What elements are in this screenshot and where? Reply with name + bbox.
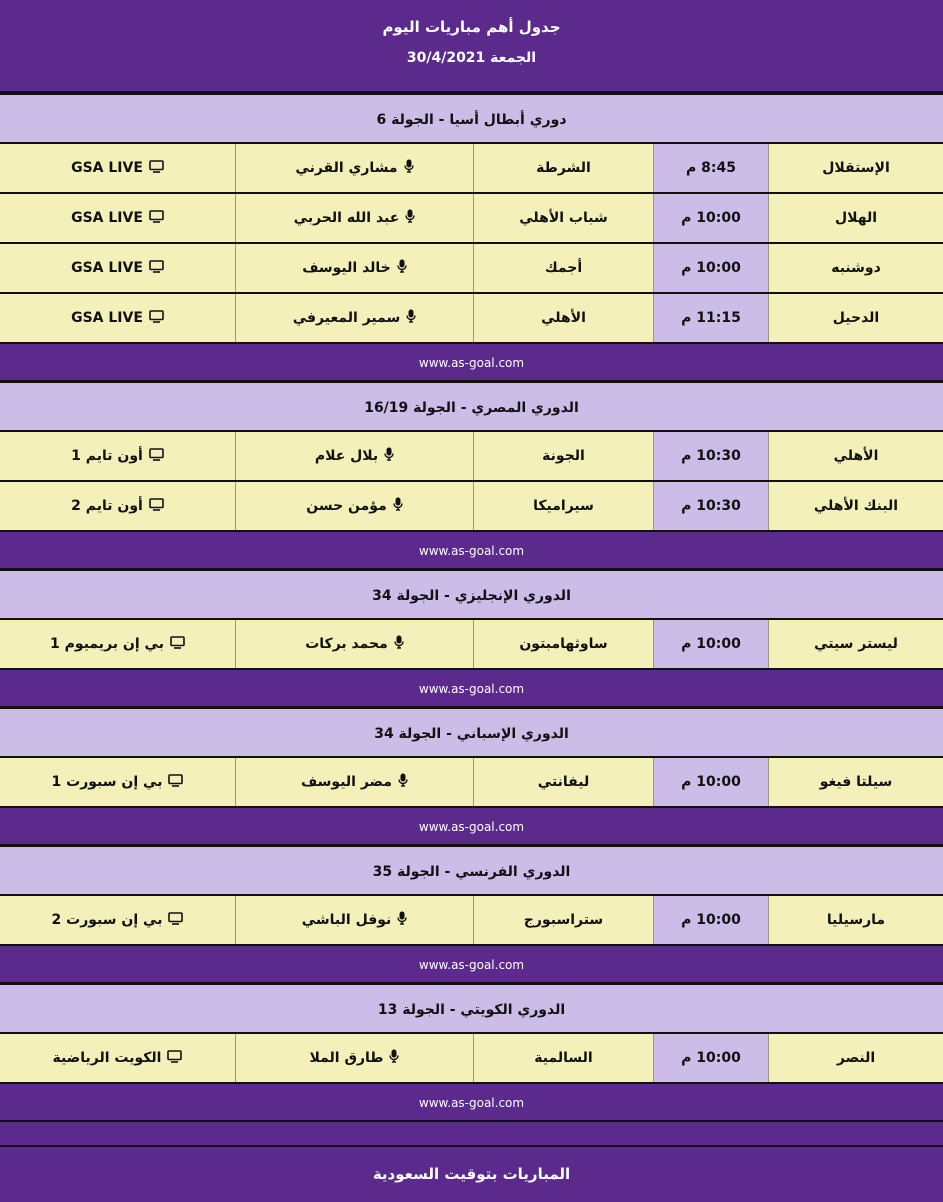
commentator-name: خالد اليوسف <box>302 260 391 276</box>
commentator-name: عبد الله الحربي <box>293 210 400 226</box>
channel-name: أون تايم 2 <box>71 498 143 514</box>
away-team: ليفانتي <box>473 758 653 806</box>
commentator-cell <box>235 244 473 292</box>
home-team: ليستر سيتي <box>768 620 943 668</box>
match-row <box>0 194 943 244</box>
away-team: السالمية <box>473 1034 653 1082</box>
match-row <box>0 482 943 532</box>
leagues-container <box>0 94 943 1122</box>
tv-icon <box>167 1050 182 1067</box>
channel-cell <box>0 1034 235 1082</box>
commentator-name: سمير المعيرفي <box>292 310 401 326</box>
home-team: مارسيليا <box>768 896 943 944</box>
match-row <box>0 432 943 482</box>
site-url[interactable]: www.as-goal.com <box>0 344 943 382</box>
commentator-name: طارق الملا <box>309 1050 384 1066</box>
match-row <box>0 294 943 344</box>
home-team: الأهلي <box>768 432 943 480</box>
match-time: 10:30 م <box>653 482 768 530</box>
home-team: الدحيل <box>768 294 943 342</box>
site-url[interactable]: www.as-goal.com <box>0 670 943 708</box>
tv-icon <box>149 260 164 277</box>
away-team: الجونة <box>473 432 653 480</box>
league-title: الدوري الإسباني - الجولة 34 <box>0 708 943 758</box>
match-time: 10:00 م <box>653 194 768 242</box>
commentator-name: مضر اليوسف <box>300 774 393 790</box>
microphone-icon <box>397 911 407 929</box>
commentator-name: نوفل الباشي <box>301 912 392 928</box>
microphone-icon <box>404 159 414 177</box>
away-team: الأهلي <box>473 294 653 342</box>
commentator-name: مشاري القرني <box>295 160 398 176</box>
channel-name: GSA LIVE <box>71 260 143 276</box>
channel-name: GSA LIVE <box>71 210 143 226</box>
home-team: الهلال <box>768 194 943 242</box>
site-url[interactable]: www.as-goal.com <box>0 946 943 984</box>
tv-icon <box>149 498 164 515</box>
match-row <box>0 896 943 946</box>
league-title: الدوري الكويتي - الجولة 13 <box>0 984 943 1034</box>
league-title: الدوري الفرنسي - الجولة 35 <box>0 846 943 896</box>
commentator-cell <box>235 482 473 530</box>
microphone-icon <box>394 635 404 653</box>
match-time: 10:00 م <box>653 758 768 806</box>
microphone-icon <box>398 773 408 791</box>
microphone-icon <box>397 259 407 277</box>
away-team: ساوثهامبتون <box>473 620 653 668</box>
away-team: شباب الأهلي <box>473 194 653 242</box>
site-url[interactable]: www.as-goal.com <box>0 1084 943 1122</box>
commentator-name: بلال علام <box>314 448 379 464</box>
channel-cell <box>0 482 235 530</box>
home-team: النصر <box>768 1034 943 1082</box>
league-title: الدوري المصري - الجولة 16/19 <box>0 382 943 432</box>
footer-note: المباريات بتوقيت السعودية <box>0 1145 943 1200</box>
page-date: الجمعة 30/4/2021 <box>406 50 537 66</box>
commentator-cell <box>235 758 473 806</box>
channel-name: GSA LIVE <box>71 310 143 326</box>
channel-name: بي إن سبورت 1 <box>51 774 163 790</box>
home-team: البنك الأهلي <box>768 482 943 530</box>
match-time: 8:45 م <box>653 144 768 192</box>
home-team: سيلتا فيغو <box>768 758 943 806</box>
channel-cell <box>0 194 235 242</box>
commentator-cell <box>235 194 473 242</box>
page-header <box>0 0 943 94</box>
tv-icon <box>149 160 164 177</box>
site-url[interactable]: www.as-goal.com <box>0 532 943 570</box>
away-team: الشرطة <box>473 144 653 192</box>
away-team: أجمك <box>473 244 653 292</box>
microphone-icon <box>384 447 394 465</box>
channel-cell <box>0 758 235 806</box>
commentator-name: مؤمن حسن <box>306 498 387 514</box>
page-title: جدول أهم مباريات اليوم <box>382 18 561 36</box>
home-team: الإستقلال <box>768 144 943 192</box>
match-time: 10:00 م <box>653 244 768 292</box>
microphone-icon <box>389 1049 399 1067</box>
away-team: سيراميكا <box>473 482 653 530</box>
site-url[interactable]: www.as-goal.com <box>0 808 943 846</box>
match-row <box>0 1034 943 1084</box>
channel-name: الكويت الرياضية <box>52 1050 162 1066</box>
match-row <box>0 758 943 808</box>
channel-name: GSA LIVE <box>71 160 143 176</box>
commentator-cell <box>235 294 473 342</box>
league-title: الدوري الإنجليزي - الجولة 34 <box>0 570 943 620</box>
commentator-cell <box>235 1034 473 1082</box>
match-time: 10:00 م <box>653 1034 768 1082</box>
channel-cell <box>0 294 235 342</box>
microphone-icon <box>406 309 416 327</box>
match-time: 10:00 م <box>653 896 768 944</box>
league-title: دوري أبطال أسيا - الجولة 6 <box>0 94 943 144</box>
tv-icon <box>149 210 164 227</box>
tv-icon <box>170 636 185 653</box>
home-team: دوشنبه <box>768 244 943 292</box>
microphone-icon <box>405 209 415 227</box>
channel-cell <box>0 432 235 480</box>
channel-name: بي إن بريميوم 1 <box>50 636 164 652</box>
channel-cell <box>0 896 235 944</box>
away-team: ستراسبورج <box>473 896 653 944</box>
match-time: 11:15 م <box>653 294 768 342</box>
tv-icon <box>149 310 164 327</box>
channel-cell <box>0 144 235 192</box>
match-row <box>0 144 943 194</box>
microphone-icon <box>393 497 403 515</box>
commentator-name: محمد بركات <box>305 636 388 652</box>
channel-cell <box>0 244 235 292</box>
commentator-cell <box>235 432 473 480</box>
match-row <box>0 244 943 294</box>
commentator-cell <box>235 896 473 944</box>
channel-name: أون تايم 1 <box>71 448 143 464</box>
commentator-cell <box>235 144 473 192</box>
tv-icon <box>168 774 183 791</box>
tv-icon <box>168 912 183 929</box>
match-row <box>0 620 943 670</box>
commentator-cell <box>235 620 473 668</box>
channel-cell <box>0 620 235 668</box>
channel-name: بي إن سبورت 2 <box>51 912 163 928</box>
match-time: 10:30 م <box>653 432 768 480</box>
match-time: 10:00 م <box>653 620 768 668</box>
tv-icon <box>149 448 164 465</box>
